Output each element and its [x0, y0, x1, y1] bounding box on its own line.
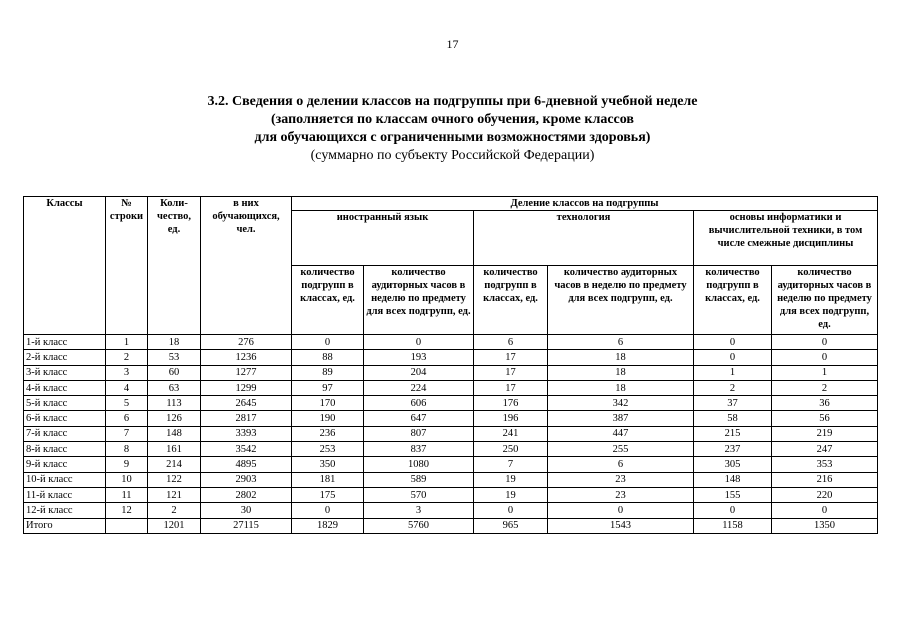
- informatics-hours-cell: 353: [772, 457, 878, 472]
- class-count-cell: 161: [148, 442, 201, 457]
- informatics-groups-cell: 37: [694, 396, 772, 411]
- foreign-groups-cell: 97: [292, 380, 364, 395]
- tech-hours-cell: 23: [548, 472, 694, 487]
- row-number-cell: 11: [106, 487, 148, 502]
- foreign-groups-cell: 190: [292, 411, 364, 426]
- tech-groups-cell: 0: [474, 503, 548, 518]
- row-label-cell: 7-й класс: [24, 426, 106, 441]
- table-row: [24, 335, 878, 350]
- class-count-cell: 113: [148, 396, 201, 411]
- foreign-groups-cell: 253: [292, 442, 364, 457]
- informatics-hours-cell: 0: [772, 335, 878, 350]
- foreign-groups-cell: 350: [292, 457, 364, 472]
- heading-line-3: для обучающихся с ограниченными возможностями здоровья): [254, 130, 651, 145]
- header-informatics: основы информатики и вычислительной техники, в том числе смежные дисциплины: [694, 211, 878, 266]
- header-classes: Классы: [24, 197, 106, 335]
- informatics-groups-cell: 305: [694, 457, 772, 472]
- informatics-groups-cell: 1: [694, 365, 772, 380]
- class-count-cell: 53: [148, 350, 201, 365]
- tech-hours-cell: 18: [548, 365, 694, 380]
- foreign-groups-cell: 89: [292, 365, 364, 380]
- tech-hours-cell: 255: [548, 442, 694, 457]
- informatics-groups-cell: 1158: [694, 518, 772, 533]
- tech-groups-cell: 196: [474, 411, 548, 426]
- tech-hours-cell: 1543: [548, 518, 694, 533]
- row-label-cell: 9-й класс: [24, 457, 106, 472]
- foreign-groups-cell: 181: [292, 472, 364, 487]
- student-count-cell: 1277: [201, 365, 292, 380]
- tech-groups-cell: 17: [474, 380, 548, 395]
- heading-line-4: (суммарно по субъекту Российской Федерации): [310, 148, 595, 163]
- table-row: [24, 518, 878, 533]
- foreign-hours-cell: 606: [364, 396, 474, 411]
- student-count-cell: 30: [201, 503, 292, 518]
- foreign-hours-cell: 647: [364, 411, 474, 426]
- informatics-hours-cell: 1: [772, 365, 878, 380]
- foreign-hours-cell: 807: [364, 426, 474, 441]
- tech-groups-cell: 6: [474, 335, 548, 350]
- table-row: [24, 472, 878, 487]
- tech-groups-cell: 19: [474, 487, 548, 502]
- tech-hours-cell: 342: [548, 396, 694, 411]
- foreign-hours-cell: 837: [364, 442, 474, 457]
- informatics-hours-cell: 219: [772, 426, 878, 441]
- informatics-hours-cell: 0: [772, 503, 878, 518]
- informatics-hours-cell: 2: [772, 380, 878, 395]
- row-number-cell: 5: [106, 396, 148, 411]
- foreign-hours-cell: 204: [364, 365, 474, 380]
- row-number-cell: 1: [106, 335, 148, 350]
- tech-groups-cell: 17: [474, 350, 548, 365]
- foreign-hours-cell: 0: [364, 335, 474, 350]
- header-students: в них обучающихся, чел.: [201, 197, 292, 335]
- row-number-cell: 8: [106, 442, 148, 457]
- tech-hours-cell: 6: [548, 335, 694, 350]
- tech-hours-cell: 23: [548, 487, 694, 502]
- tech-hours-cell: 0: [548, 503, 694, 518]
- header-tech-hours: количество аудиторных часов в неделю по предмету для всех подгрупп, ед.: [548, 266, 694, 335]
- class-count-cell: 1201: [148, 518, 201, 533]
- class-count-cell: 18: [148, 335, 201, 350]
- header-technology: технология: [474, 211, 694, 266]
- row-number-cell: 9: [106, 457, 148, 472]
- table-row: [24, 380, 878, 395]
- informatics-groups-cell: 237: [694, 442, 772, 457]
- foreign-hours-cell: 570: [364, 487, 474, 502]
- informatics-groups-cell: 215: [694, 426, 772, 441]
- tech-groups-cell: 7: [474, 457, 548, 472]
- student-count-cell: 2645: [201, 396, 292, 411]
- page-number: 17: [446, 37, 459, 51]
- informatics-hours-cell: 36: [772, 396, 878, 411]
- tech-groups-cell: 241: [474, 426, 548, 441]
- informatics-hours-cell: 1350: [772, 518, 878, 533]
- row-label-cell: 8-й класс: [24, 442, 106, 457]
- foreign-groups-cell: 0: [292, 503, 364, 518]
- row-label-cell: 6-й класс: [24, 411, 106, 426]
- header-count: Коли-чество, ед.: [148, 197, 201, 335]
- row-number-cell: 6: [106, 411, 148, 426]
- table-row: [24, 442, 878, 457]
- tech-groups-cell: 250: [474, 442, 548, 457]
- report-heading: [0, 93, 905, 165]
- informatics-groups-cell: 58: [694, 411, 772, 426]
- class-division-table: [23, 196, 878, 534]
- row-label-cell: 3-й класс: [24, 365, 106, 380]
- student-count-cell: 27115: [201, 518, 292, 533]
- header-tech-groups: количество подгрупп в классах, ед.: [474, 266, 548, 335]
- row-number-cell: 7: [106, 426, 148, 441]
- header-fl-hours: количество аудиторных часов в неделю по предмету для всех подгрупп, ед.: [364, 266, 474, 335]
- informatics-hours-cell: 220: [772, 487, 878, 502]
- tech-groups-cell: 19: [474, 472, 548, 487]
- student-count-cell: 2802: [201, 487, 292, 502]
- class-count-cell: 2: [148, 503, 201, 518]
- class-count-cell: 121: [148, 487, 201, 502]
- row-label-cell: 10-й класс: [24, 472, 106, 487]
- foreign-groups-cell: 0: [292, 335, 364, 350]
- foreign-hours-cell: 3: [364, 503, 474, 518]
- table-row: [24, 350, 878, 365]
- table-row: [24, 396, 878, 411]
- row-label-cell: 11-й класс: [24, 487, 106, 502]
- informatics-hours-cell: 216: [772, 472, 878, 487]
- class-count-cell: 63: [148, 380, 201, 395]
- row-label-cell: 5-й класс: [24, 396, 106, 411]
- row-label-cell: 12-й класс: [24, 503, 106, 518]
- header-foreign-language: иностранный язык: [292, 211, 474, 266]
- row-number-cell: [106, 518, 148, 533]
- foreign-groups-cell: 1829: [292, 518, 364, 533]
- table-row: [24, 426, 878, 441]
- table-row: [24, 411, 878, 426]
- foreign-hours-cell: 589: [364, 472, 474, 487]
- row-label-cell: 4-й класс: [24, 380, 106, 395]
- row-label-cell: 2-й класс: [24, 350, 106, 365]
- informatics-groups-cell: 0: [694, 335, 772, 350]
- row-number-cell: 12: [106, 503, 148, 518]
- class-count-cell: 214: [148, 457, 201, 472]
- header-row-no: № строки: [106, 197, 148, 335]
- informatics-groups-cell: 148: [694, 472, 772, 487]
- foreign-hours-cell: 224: [364, 380, 474, 395]
- heading-line-2: (заполняется по классам очного обучения, кроме классов: [271, 112, 634, 127]
- header-inf-groups: количество подгрупп в классах, ед.: [694, 266, 772, 335]
- header-division: Деление классов на подгруппы: [292, 197, 878, 211]
- class-count-cell: 126: [148, 411, 201, 426]
- informatics-groups-cell: 2: [694, 380, 772, 395]
- informatics-groups-cell: 0: [694, 350, 772, 365]
- tech-groups-cell: 17: [474, 365, 548, 380]
- header-fl-groups: количество подгрупп в классах, ед.: [292, 266, 364, 335]
- table-row: [24, 503, 878, 518]
- tech-groups-cell: 965: [474, 518, 548, 533]
- tech-hours-cell: 18: [548, 380, 694, 395]
- student-count-cell: 3393: [201, 426, 292, 441]
- foreign-hours-cell: 1080: [364, 457, 474, 472]
- informatics-hours-cell: 56: [772, 411, 878, 426]
- class-count-cell: 60: [148, 365, 201, 380]
- row-number-cell: 2: [106, 350, 148, 365]
- class-count-cell: 122: [148, 472, 201, 487]
- row-number-cell: 4: [106, 380, 148, 395]
- foreign-hours-cell: 5760: [364, 518, 474, 533]
- table-body: [24, 335, 878, 534]
- student-count-cell: 3542: [201, 442, 292, 457]
- table-row: [24, 457, 878, 472]
- class-count-cell: 148: [148, 426, 201, 441]
- foreign-groups-cell: 170: [292, 396, 364, 411]
- student-count-cell: 1299: [201, 380, 292, 395]
- table-row: [24, 365, 878, 380]
- student-count-cell: 1236: [201, 350, 292, 365]
- foreign-hours-cell: 193: [364, 350, 474, 365]
- tech-hours-cell: 447: [548, 426, 694, 441]
- informatics-groups-cell: 155: [694, 487, 772, 502]
- row-number-cell: 10: [106, 472, 148, 487]
- student-count-cell: 4895: [201, 457, 292, 472]
- tech-hours-cell: 6: [548, 457, 694, 472]
- header-inf-hours: количество аудиторных часов в неделю по предмету для всех подгрупп, ед.: [772, 266, 878, 335]
- foreign-groups-cell: 175: [292, 487, 364, 502]
- informatics-groups-cell: 0: [694, 503, 772, 518]
- row-number-cell: 3: [106, 365, 148, 380]
- tech-hours-cell: 387: [548, 411, 694, 426]
- row-label-cell: 1-й класс: [24, 335, 106, 350]
- informatics-hours-cell: 0: [772, 350, 878, 365]
- tech-hours-cell: 18: [548, 350, 694, 365]
- student-count-cell: 2817: [201, 411, 292, 426]
- heading-line-1: 3.2. Сведения о делении классов на подгруппы при 6-дневной учебной неделе: [207, 94, 698, 109]
- student-count-cell: 276: [201, 335, 292, 350]
- student-count-cell: 2903: [201, 472, 292, 487]
- row-label-cell: Итого: [24, 518, 106, 533]
- tech-groups-cell: 176: [474, 396, 548, 411]
- table-row: [24, 487, 878, 502]
- foreign-groups-cell: 88: [292, 350, 364, 365]
- foreign-groups-cell: 236: [292, 426, 364, 441]
- informatics-hours-cell: 247: [772, 442, 878, 457]
